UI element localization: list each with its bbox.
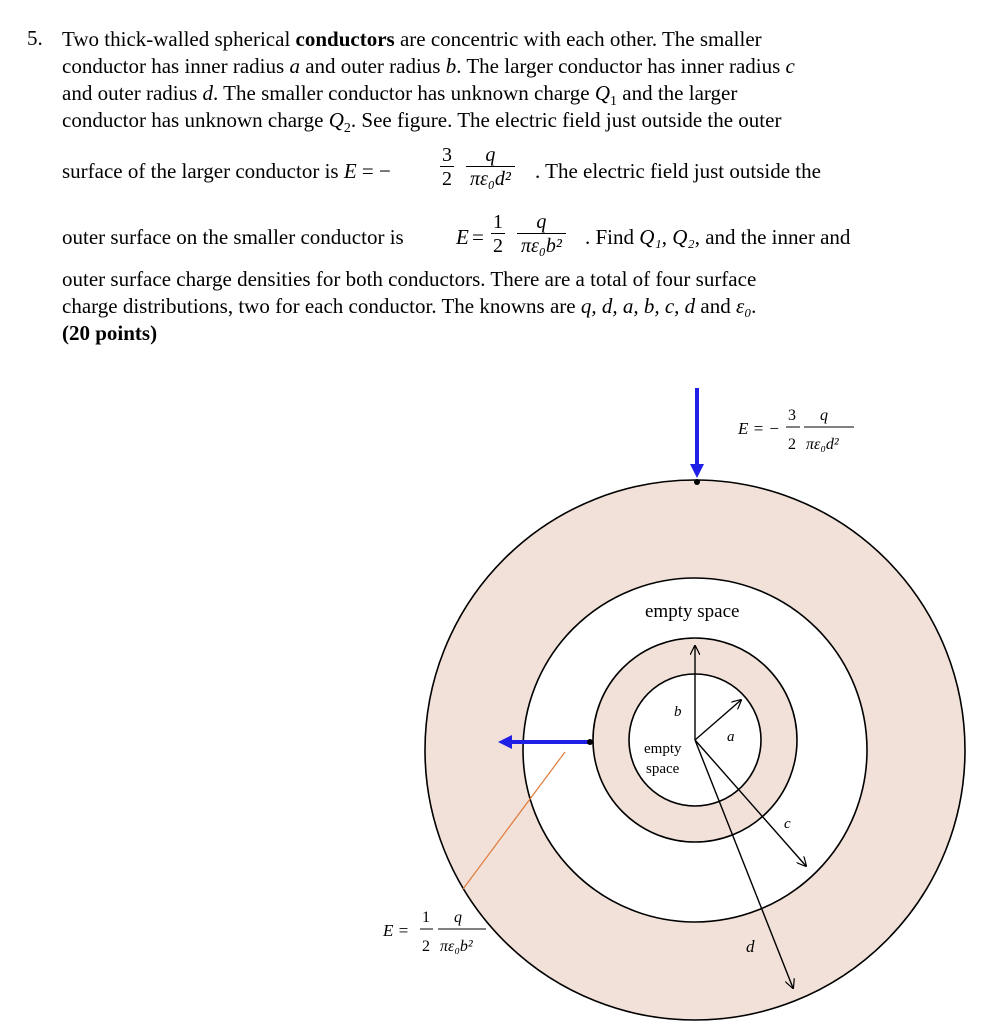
svg-text:E =: E =	[383, 921, 410, 940]
line-8: charge distributions, two for each conductor. The knowns are q, d, a, b, c, d and ε₀.	[62, 294, 757, 318]
outer-field-equation	[737, 407, 854, 453]
eq1-lead: surface of the larger conductor is E = −	[62, 159, 391, 183]
svg-text:E = −: E = −	[738, 419, 780, 438]
svg-text:1: 1	[422, 909, 430, 926]
line-1: Two thick-walled spherical conductors are concentric with each other. The smaller	[62, 27, 762, 51]
svg-text:3: 3	[788, 407, 796, 424]
outer-field-arrowhead	[690, 464, 704, 478]
eq1-coef-fraction: $\frac{3}{2}$	[442, 144, 452, 190]
equation-line-2: outer surface on the smaller conductor is E = $\frac{1}{2}$ $\frac{q}{\text{πε₀b²}}$ . Find Q₁, Q₂, and the inner and	[62, 211, 851, 257]
eq2-coef-fraction: $\frac{1}{2}$	[493, 211, 503, 257]
label-c: c	[784, 816, 791, 832]
problem-number: 5.	[27, 26, 43, 50]
inner-surface-point	[587, 739, 593, 745]
line-3: and outer radius d. The smaller conductor has unknown charge $Q_1$ and the larger	[62, 81, 738, 110]
eq1-main-fraction: $\frac{q}{\text{πε₀d²}}$	[466, 144, 515, 190]
points-label: (20 points)	[62, 321, 158, 345]
svg-text:q: q	[820, 407, 828, 424]
line-7: outer surface charge densities for both conductors. There are a total of four surface	[62, 267, 757, 291]
line-4: conductor has unknown charge $Q_2$. See figure. The electric field just outside the outer	[62, 108, 782, 137]
svg-text:πε₀d²: πε₀d²	[806, 436, 839, 453]
svg-text:πε₀b²: πε₀b²	[440, 938, 473, 955]
label-empty-inner-1: empty	[644, 741, 682, 757]
label-a: a	[727, 729, 735, 745]
inner-field-equation	[382, 909, 486, 955]
eq2-main-fraction: $\frac{q}{\text{πε₀b²}}$	[517, 211, 566, 257]
label-empty-space-outer: empty space	[645, 601, 740, 622]
svg-text:2: 2	[422, 938, 430, 955]
line-2: conductor has inner radius a and outer radius b. The larger conductor has inner radius c	[62, 54, 795, 78]
equation-line-1: surface of the larger conductor is E = − $\frac{3}{2}$ $\frac{q}{\text{πε₀d²}}$ . The electric field just outside the	[62, 144, 821, 190]
label-empty-inner-2: space	[646, 761, 680, 777]
outer-surface-point	[694, 479, 700, 485]
svg-text:2: 2	[788, 436, 796, 453]
label-b: b	[674, 704, 682, 720]
svg-text:q: q	[454, 909, 462, 926]
label-d: d	[746, 937, 755, 956]
